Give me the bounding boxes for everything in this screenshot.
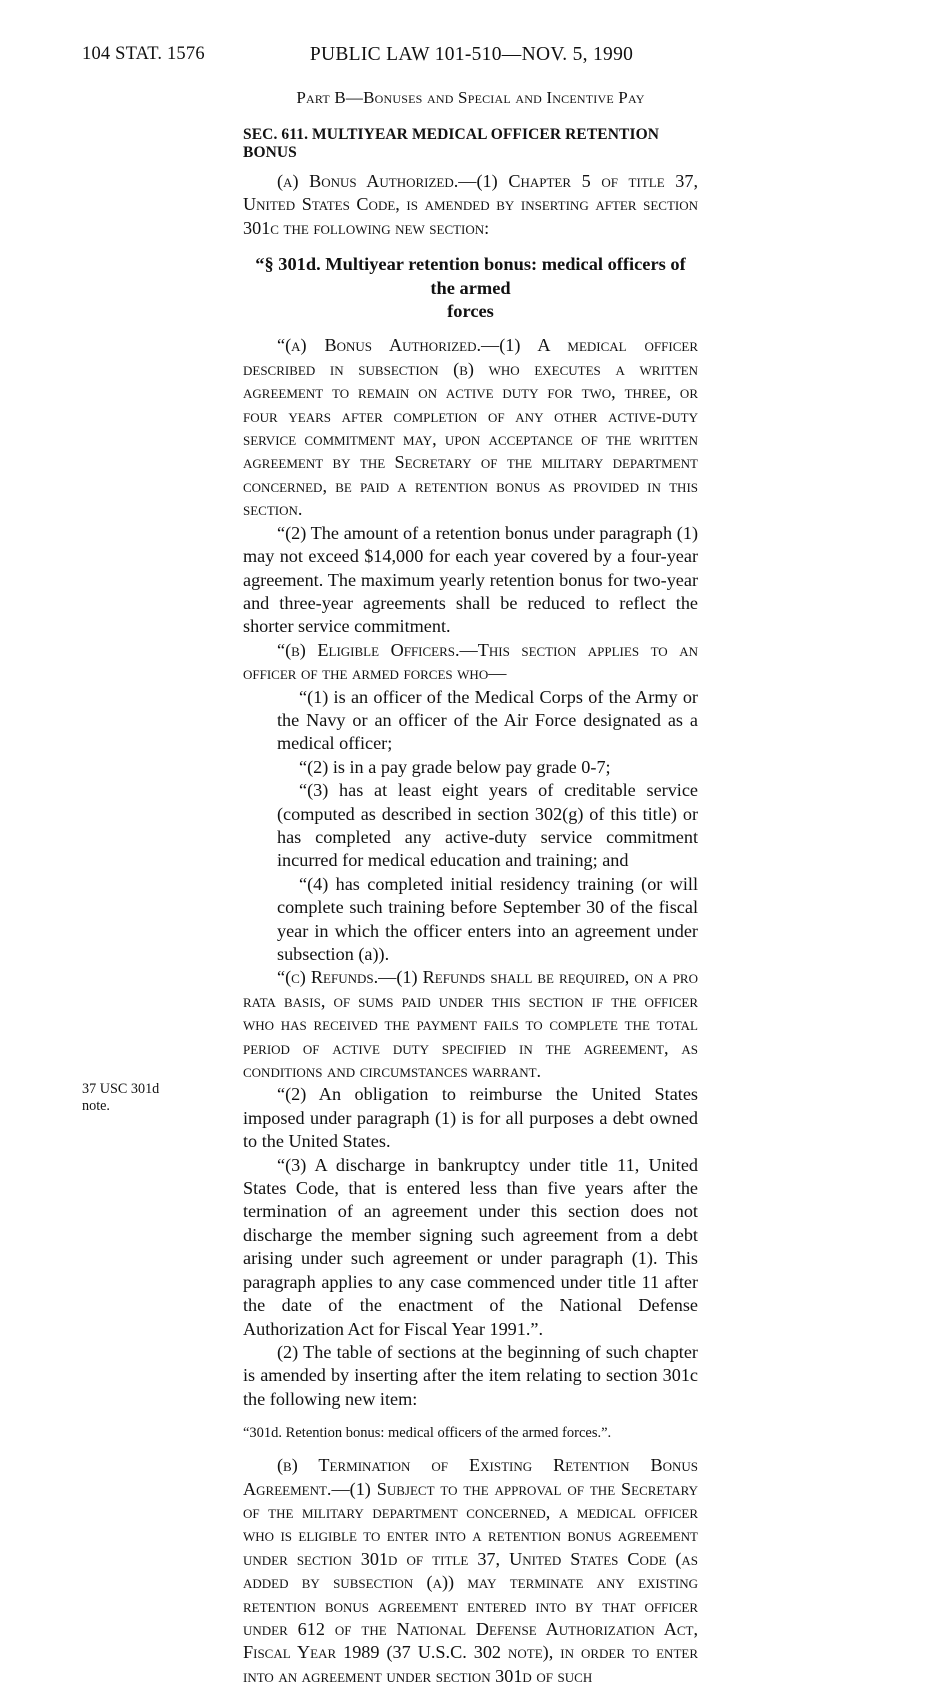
paragraph-a-2 xyxy=(243,522,698,639)
paragraph-a-2-table: (2) The table of sections at the beginning of such chapter is amended by inserting after the item relating to section 301c the following new item: xyxy=(243,1341,698,1409)
paragraph-b-termination xyxy=(243,1454,698,1688)
running-head xyxy=(0,44,943,68)
section-heading: SEC. 611. MULTIYEAR MEDICAL OFFICER RETENTION BONUS xyxy=(243,126,660,161)
paragraph-b-4: “(4) has completed initial residency training (or will complete such training before September 30 of the fiscal year in which the officer enters into an agreement under subsection (a)). xyxy=(277,873,698,964)
paragraph-b-2: “(2) is in a pay grade below pay grade 0-7; xyxy=(299,756,611,777)
new-section-title-line-2: forces xyxy=(447,301,494,322)
margin-note-line-1: 37 USC 301d xyxy=(82,1081,160,1097)
table-of-sections-item: “301d. Retention bonus: medical officers of the armed forces.”. xyxy=(243,1425,612,1442)
paragraph-b-termination-text: (b) Termination of Existing Retention Bonus Agreement.—(1) Subject to the approval of the Secretary of the military department concerned, a medical officer who is eligible to enter into a retention bonus agreement under section 301d of title 37, United States Code (as added by subsection (a)) may terminate any existing retention bonus agreement entered into by that officer under 612 of the National Defense Authorization Act, Fiscal Year 1989 (37 U.S.C. 302 note), in order to enter into an agreement under section 301d of such xyxy=(243,1455,698,1686)
paragraph-b xyxy=(243,639,698,686)
public-law-header: PUBLIC LAW 101-510—NOV. 5, 1990 xyxy=(309,44,634,65)
paragraph-b-3: “(3) has at least eight years of creditable service (computed as described in section 302(g) of this title) or has completed any active-duty service commitment incurred for medical education and training; and xyxy=(277,780,698,871)
paragraph-a-intro xyxy=(243,170,698,240)
paragraph-c-1 xyxy=(243,966,698,1083)
statute-citation: 104 STAT. 1576 xyxy=(82,44,205,64)
part-heading: Part B—Bonuses and Special and Incentive Pay xyxy=(296,88,645,107)
paragraph-b-1: “(1) is an officer of the Medical Corps of the Army or the Navy or an officer of the Air Force designated as a medical officer; xyxy=(277,686,698,754)
text-column xyxy=(243,88,698,1688)
paragraph-a-intro-text: (a) Bonus Authorized.—(1) Chapter 5 of title 37, United States Code, is amended by inserting after section 301c the following new section: xyxy=(243,171,698,238)
paragraph-c-1-text: “(c) Refunds.—(1) Refunds shall be required, on a pro rata basis, of sums paid under this section if the officer who has received the payment fails to complete the total period of active duty specified in the agreement, as conditions and circumstances warrant. xyxy=(243,967,698,1082)
paragraph-c-2: “(2) An obligation to reimburse the United States imposed under paragraph (1) is for all purposes a debt owned to the United States. xyxy=(243,1084,698,1152)
new-section-title xyxy=(243,253,698,323)
paragraph-a-2-text: “(2) The amount of a retention bonus under paragraph (1) may not exceed $14,000 for each year covered by a four-year agreement. The maximum yearly retention bonus for two-year and three-year agreements shall be reduced to reflect the shorter service commitment. xyxy=(243,522,698,637)
paragraph-b-text: “(b) Eligible Officers.—This section applies to an officer of the armed forces who— xyxy=(243,639,698,684)
margin-note xyxy=(82,1081,222,1115)
paragraph-a-1 xyxy=(243,334,698,521)
new-section-title-line-1: “§ 301d. Multiyear retention bonus: medical officers of the armed xyxy=(255,254,686,298)
paragraph-c-3: “(3) A discharge in bankruptcy under title 11, United States Code, that is entered less than five years after the termination of an agreement under this section does not discharge the member signing such agreement from a debt arising under such agreement or under paragraph (1). This paragraph applies to any case commenced under title 11 after the date of the enactment of the National Defense Authorization Act for Fiscal Year 1991.”. xyxy=(243,1154,698,1339)
margin-note-line-2: note. xyxy=(82,1098,110,1114)
paragraph-a-1-text: “(a) Bonus Authorized.—(1) A medical officer described in subsection (b) who executes a written agreement to remain on active duty for two, three, or four years after completion of any other active-duty service commitment may, upon acceptance of the written agreement by the Secretary of the military department concerned, be paid a retention bonus as provided in this section. xyxy=(243,335,698,520)
